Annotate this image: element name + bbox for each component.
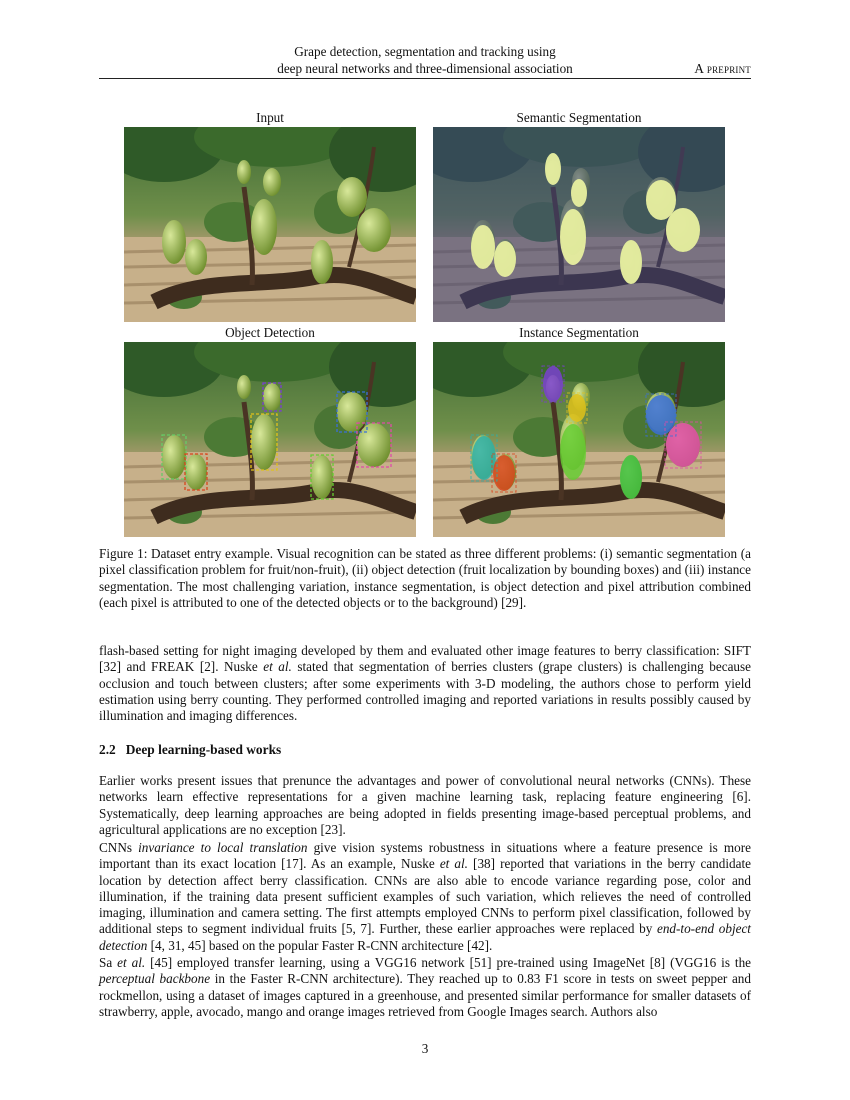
- preprint-label: A preprint: [694, 61, 751, 76]
- running-title-line-2: deep neural networks and three-dimensional association: [277, 61, 573, 76]
- paragraph-1: flash-based setting for night imaging developed by them and evaluated other image features to berry classification: SIFT [32] and FREAK [2]. Nuske et al. stated that segmentation of berries clusters (grape clusters) is challenging because occlusion and touch between clusters; after some experiments with 3-D modeling, the authors chose to perform yield estimation using berry counting. They performed controlled imaging and reported variations in results possibly caused by illumination and imaging differences.: [99, 643, 751, 724]
- panel-label-input: Input: [256, 110, 284, 125]
- panel-instance-segmentation-image: [433, 342, 725, 537]
- paragraph-2: Earlier works present issues that prenunce the advantages and power of convolutional neural networks (CNNs). These networks learn effective representations for a given machine learning task, replacing feature engineering [6]. Systematically, deep learning approaches are being adopted in fields presenting image-based perceptual problems, and agricultural applications are no exception [23].: [99, 773, 751, 837]
- running-title: [99, 43, 751, 77]
- paragraph-3: CNNs invariance to local translation give vision systems robustness in situations where a feature presence is more important than its exact location [17]. As an example, Nuske et al. [38] reported that variations in the berry candidate location by detection affect berry classification. CNNs are also able to encode variance regarding pose, color and illumination, if the training data present sufficient examples of such variation, which relieves the need of controlled imaging, illumination and camera setting. The first attempts employed CNNs to perform pixel classification, followed by additional steps to segment individual fruits [5, 7]. Further, these earlier approaches were replaced by end-to-end object detection [4, 31, 45] based on the popular Faster R-CNN architecture [42].: [99, 840, 752, 953]
- panel-label-instance: Instance Segmentation: [519, 325, 639, 340]
- panel-object-detection-image: [124, 342, 416, 537]
- running-header: [99, 42, 751, 79]
- panel-semantic-segmentation-image: [433, 127, 725, 322]
- page-number: 3: [421, 1041, 429, 1056]
- panel-label-detection: Object Detection: [225, 325, 315, 340]
- paragraph-4: Sa et al. [45] employed transfer learning, using a VGG16 network [51] pre-trained using ImageNet [8] (VGG16 is the perceptual backbone in the Faster R-CNN architecture). They reached up to 0.83 F1 score in tests on sweet pepper and rockmellon, using a dataset of images captured in a greenhouse, and presented similar performance for smaller datasets of strawberry, apple, avocado, mango and orange images retrieved from Google Images search. Authors also: [99, 955, 752, 1019]
- figure-caption: Figure 1: Dataset entry example. Visual recognition can be stated as three different problems: (i) semantic segmentation (a pixel classification problem for fruit/non-fruit), (ii) object detection (fruit localization by bounding boxes) and (iii) instance segmentation. The most challenging variation, instance segmentation, is object detection and pixel attribution combined (each pixel is attributed to one of the detected objects or to the background) [29].: [99, 546, 751, 610]
- panel-input-image: [124, 127, 416, 322]
- figure-1: [99, 100, 751, 540]
- section-heading-2-2: 2.2 Deep learning-based works: [99, 742, 282, 757]
- running-title-line-1: Grape detection, segmentation and tracking using: [294, 44, 556, 59]
- panel-label-semantic: Semantic Segmentation: [516, 110, 642, 125]
